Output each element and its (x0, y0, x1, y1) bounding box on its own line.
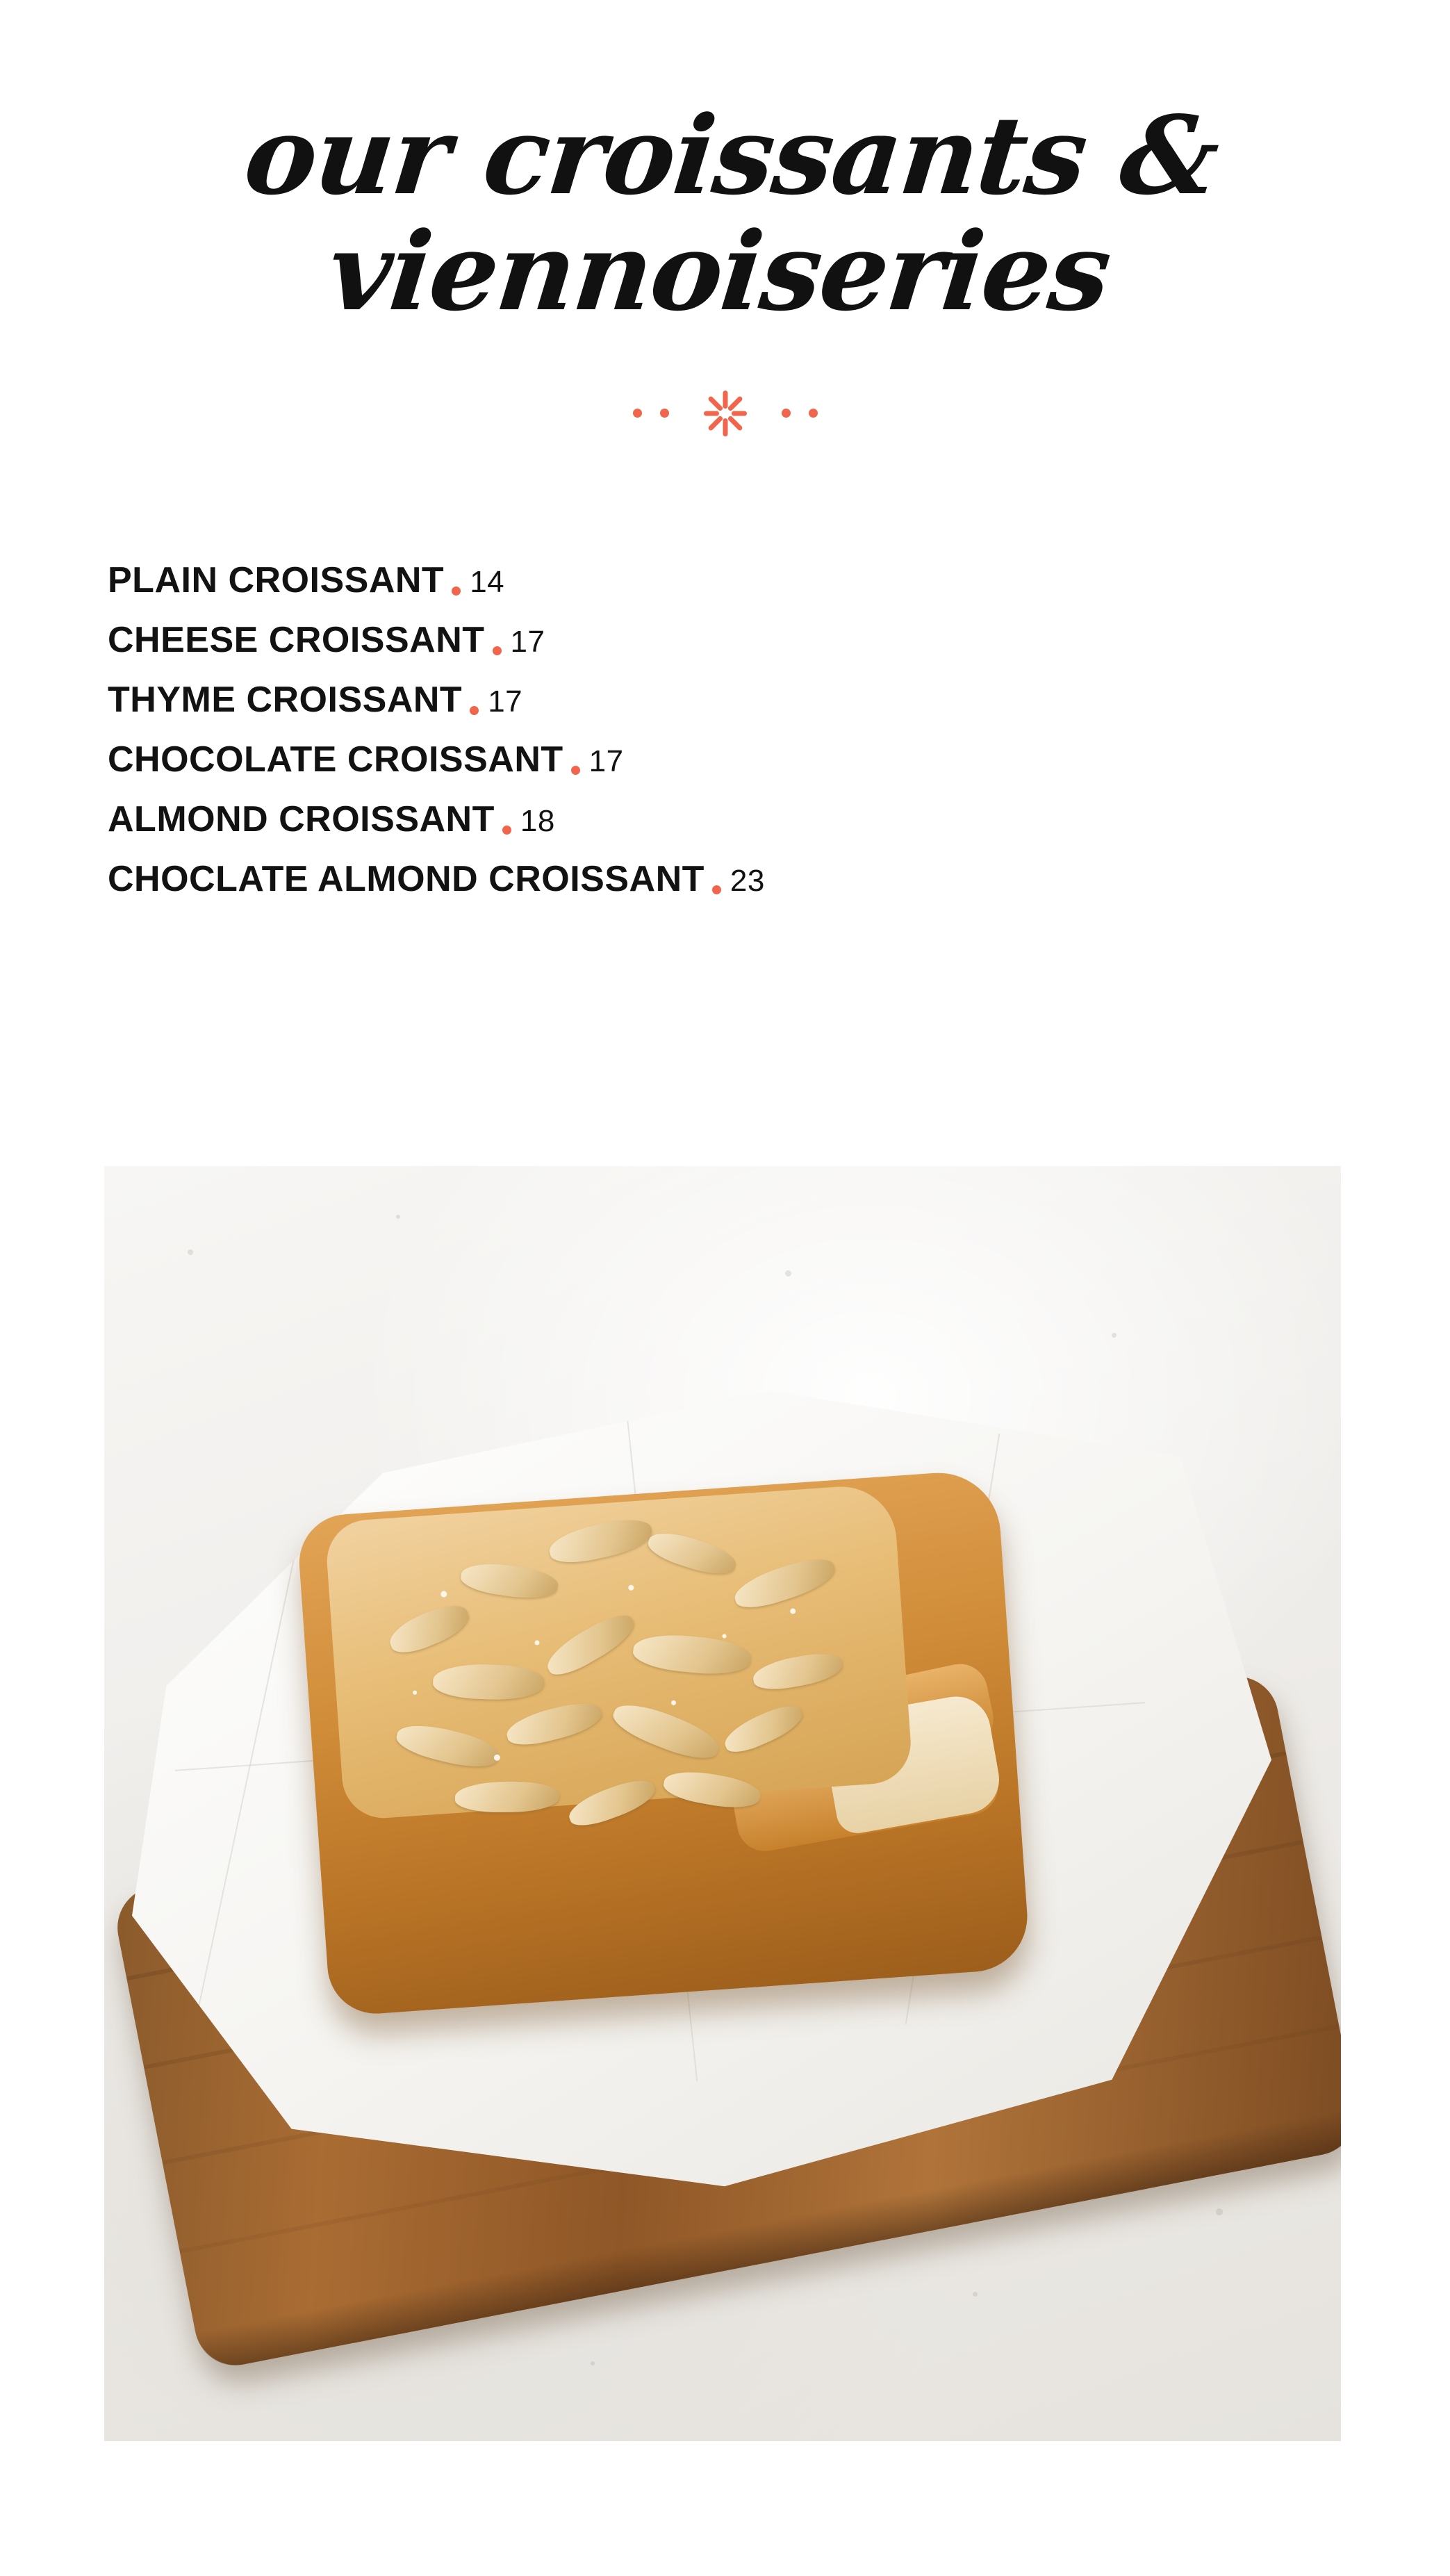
price-separator-dot-icon (470, 706, 479, 715)
price-separator-dot-icon (571, 766, 580, 775)
sparkle-icon (687, 393, 764, 434)
menu-item-name: CHOCOLATE CROISSANT (108, 739, 563, 780)
divider-dot-icon (809, 409, 818, 418)
page-title (192, 92, 1258, 336)
list-item (108, 798, 1450, 840)
menu-item-price: 18 (520, 803, 555, 838)
list-item (108, 858, 1450, 900)
menu-list (108, 559, 1450, 900)
page-title-line-1: our croissants & (238, 92, 1224, 219)
pastry-photo (104, 1166, 1341, 2441)
divider-dot-icon (660, 409, 669, 418)
almond-croissant (296, 1469, 1031, 2017)
list-item (108, 679, 1450, 721)
list-item (108, 559, 1450, 601)
header (0, 0, 1450, 434)
price-separator-dot-icon (502, 826, 511, 835)
divider-ornament (0, 393, 1450, 434)
list-item (108, 619, 1450, 661)
price-separator-dot-icon (452, 586, 461, 596)
divider-dot-icon (782, 409, 791, 418)
menu-item-price: 17 (588, 744, 624, 778)
price-separator-dot-icon (493, 646, 502, 655)
menu-item-price: 23 (730, 863, 765, 898)
menu-item-price: 17 (510, 624, 545, 659)
menu-item-name: ALMOND CROISSANT (108, 798, 495, 839)
list-item (108, 739, 1450, 780)
photo-background (104, 1166, 1341, 2441)
divider-dot-icon (633, 409, 642, 418)
menu-item-price: 14 (470, 564, 505, 599)
menu-item-name: PLAIN CROISSANT (108, 559, 445, 600)
menu-item-name: CHEESE CROISSANT (108, 619, 485, 660)
menu-item-price: 17 (488, 684, 523, 719)
menu-item-name: CHOCLATE ALMOND CROISSANT (108, 858, 705, 899)
menu-item-name: THYME CROISSANT (108, 679, 463, 720)
page-title-line-2: viennoiseries (322, 208, 1116, 336)
price-separator-dot-icon (712, 885, 721, 894)
